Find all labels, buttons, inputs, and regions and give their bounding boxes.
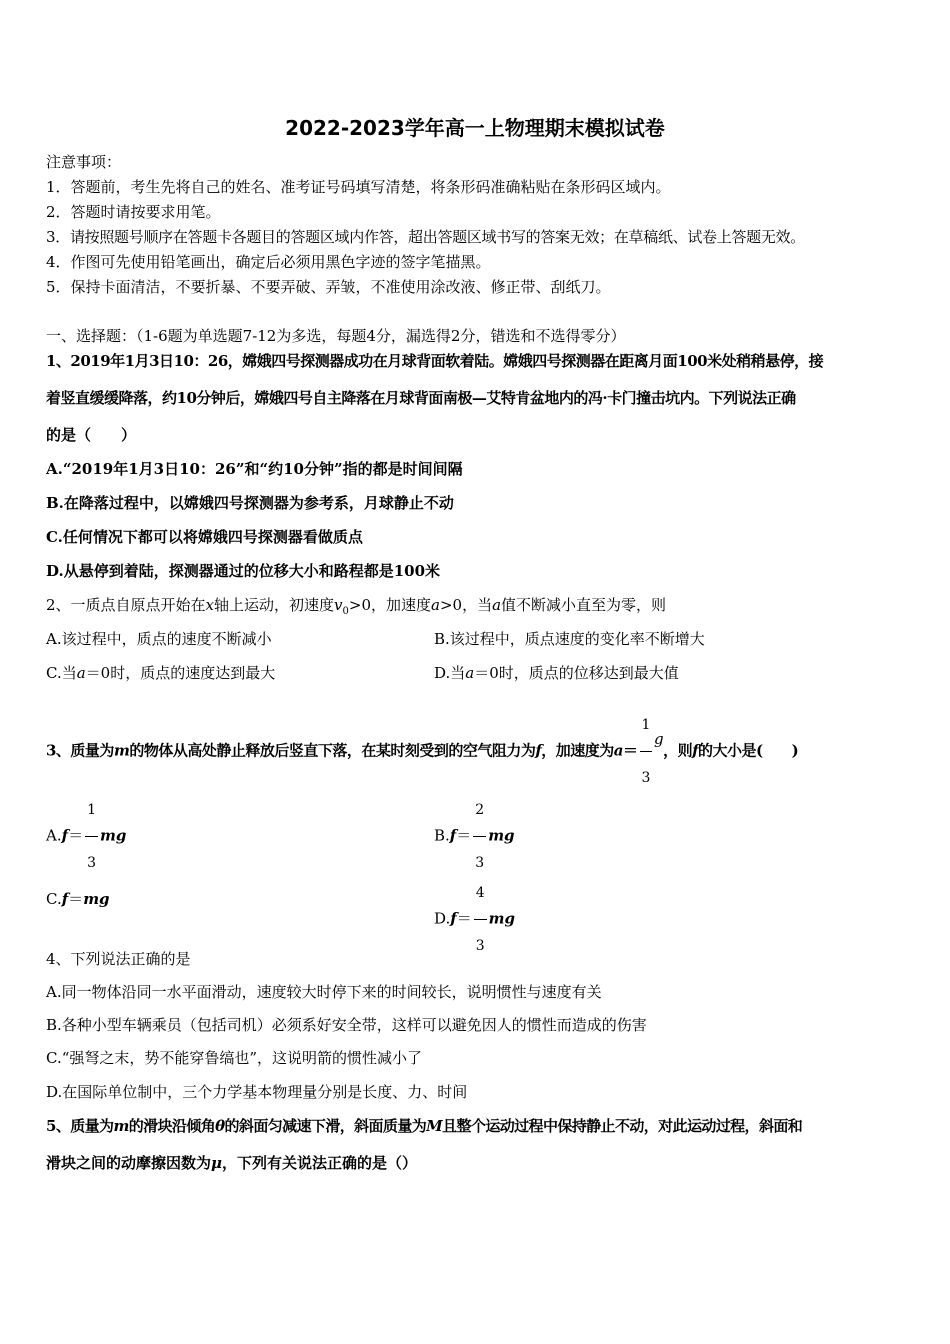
q5-var-mu: μ xyxy=(211,1154,222,1172)
q5-stem-text: 的滑块沿倾角 xyxy=(128,1117,216,1135)
q3-stem-text: ，则 xyxy=(663,741,693,760)
fraction-bar xyxy=(473,836,486,837)
q3-var-mg: mg xyxy=(488,909,516,928)
notice-item-5: 5．保持卡面清洁，不要折暴、不要弄破、弄皱，不准使用涂改液、修正带、刮纸刀。 xyxy=(46,278,611,296)
q3-var-m: m xyxy=(113,741,130,760)
fraction-bar xyxy=(85,836,98,837)
notice-item-1: 1．答题前，考生先将自己的姓名、准考证号码填写清楚，将条形码准确粘贴在条形码区域内。 xyxy=(46,178,671,196)
option-label: B. xyxy=(434,826,450,845)
q3-var-f: f xyxy=(61,826,69,845)
notice-item-4: 4．作图可先使用铅笔画出，确定后必须用黑色字迹的签字笔描黑。 xyxy=(46,253,491,271)
q1-stem-line-1: 1、2019年1月3日10：26，嫦娥四号探测器成功在月球背面软着陆。嫦娥四号探测器在距离月面100米处稍稍悬停，接 xyxy=(46,352,824,370)
q1-option-d: D.从悬停到着陆，探测器通过的位移大小和路程都是100米 xyxy=(46,562,441,580)
q3-var-a: a xyxy=(613,741,624,760)
q2-option-text: ＝0时，质点的速度达到最大 xyxy=(85,664,276,682)
fraction-denominator: 3 xyxy=(641,770,650,786)
q3-equals: ＝ xyxy=(68,890,84,908)
fraction-denominator: 3 xyxy=(87,855,96,871)
notice-heading: 注意事项： xyxy=(46,153,122,171)
q2-var-a: a xyxy=(431,596,440,614)
q2-option-d xyxy=(434,662,679,684)
q4-option-b: B.各种小型车辆乘员（包括司机）必须系好安全带，这样可以避免因人的惯性而造成的伤害 xyxy=(46,1016,647,1034)
q2-stem xyxy=(46,594,666,623)
q3-stem-text: 3、质量为 xyxy=(46,741,114,760)
q2-subscript: 0 xyxy=(342,606,349,617)
notice-item-2: 2．答题时请按要求用笔。 xyxy=(46,203,221,221)
q4-option-d: D.在国际单位制中，三个力学基本物理量分别是长度、力、时间 xyxy=(46,1083,468,1101)
q2-option-c xyxy=(46,662,275,684)
q3-option-fraction xyxy=(474,868,487,971)
q3-var-f: f xyxy=(535,741,542,760)
q2-stem-text: 值不断减小直至为零，则 xyxy=(501,596,667,614)
q3-stem-text: 的大小是( ) xyxy=(698,741,799,760)
q5-var-m: m xyxy=(113,1117,129,1135)
fraction-numerator: 4 xyxy=(475,885,485,901)
q3-fraction xyxy=(640,700,652,803)
q2-var-a: a xyxy=(76,664,86,682)
q3-var-f: f xyxy=(449,826,457,845)
fraction-bar xyxy=(474,919,487,920)
q5-stem-text: 5、质量为 xyxy=(46,1117,114,1135)
option-label: A. xyxy=(46,826,62,845)
fraction-denominator: 3 xyxy=(475,938,485,954)
q4-option-a: A.同一物体沿同一水平面滑动，速度较大时停下来的时间较长，说明惯性与速度有关 xyxy=(46,983,602,1001)
q5-stem-text: 滑块之间的动摩擦因数为 xyxy=(46,1154,212,1172)
option-label: C. xyxy=(46,890,62,908)
q3-option-fraction xyxy=(85,785,98,888)
q4-option-c: C.“强弩之末，势不能穿鲁缟也”，这说明箭的惯性减小了 xyxy=(46,1049,423,1067)
q5-stem-text: ，下列有关说法正确的是（） xyxy=(222,1154,418,1172)
q3-equals: ＝ xyxy=(456,909,472,928)
q3-stem xyxy=(46,700,798,803)
q3-stem-text: 的物体从高处静止释放后竖直下落，在某时刻受到的空气阻力为 xyxy=(129,741,536,760)
q2-var-a: a xyxy=(492,596,502,614)
q2-stem-text: 2、一质点自原点开始在 xyxy=(46,596,206,614)
fraction-numerator: 1 xyxy=(641,717,650,733)
q2-option-text: ＝0时，质点的位移达到最大值 xyxy=(474,664,679,682)
q3-option-c xyxy=(46,888,110,910)
q3-option-a xyxy=(46,785,126,888)
q1-stem-line-3: 的是（ ） xyxy=(46,426,137,444)
q3-var-f: f xyxy=(61,890,69,908)
q1-option-c: C.任何情况下都可以将嫦娥四号探测器看做质点 xyxy=(46,528,363,546)
q5-stem-line-2 xyxy=(46,1152,417,1174)
q4-stem: 4、下列说法正确的是 xyxy=(46,950,191,968)
q5-stem-text: 的斜面匀减速下滑，斜面质量为 xyxy=(224,1117,427,1135)
fraction-denominator: 3 xyxy=(475,855,485,871)
q5-stem-text: 且整个运动过程中保持静止不动，对此运动过程，斜面和 xyxy=(442,1117,803,1135)
notice-item-3: 3．请按照题号顺序在答题卡各题目的答题区域内作答，超出答题区域书写的答案无效；在草稿纸、试卷上答题无效。 xyxy=(46,228,805,246)
q3-var-mg: mg xyxy=(100,826,127,845)
q3-var-g: g xyxy=(653,729,664,748)
q3-var-f: f xyxy=(450,909,457,928)
section-heading: 一、选择题：（1-6题为单选题7-12为多选，每题4分，漏选得2分，错选和不选得零分） xyxy=(46,327,626,345)
fraction-numerator: 2 xyxy=(475,802,485,818)
q2-option-b: B.该过程中，质点速度的变化率不断增大 xyxy=(434,630,705,648)
q2-stem-text: >0，当 xyxy=(439,596,493,614)
q5-var-theta: θ xyxy=(215,1117,225,1135)
fraction-bar xyxy=(640,751,652,752)
q3-equals: ＝ xyxy=(623,741,638,760)
q1-option-a: A.“2019年1月3日10：26”和“约10分钟”指的都是时间间隔 xyxy=(46,460,463,478)
q3-equals: ＝ xyxy=(456,826,472,845)
q2-stem-text: 轴上运动，初速度 xyxy=(214,596,335,614)
q2-var-x: x xyxy=(205,596,215,614)
q3-option-d xyxy=(434,868,515,971)
q3-var-mg: mg xyxy=(83,890,110,908)
q2-stem-text: >0，加速度 xyxy=(348,596,432,614)
option-label: D. xyxy=(434,909,451,928)
q5-stem-line-1 xyxy=(46,1115,802,1137)
q2-option-a: A.该过程中，质点的速度不断减小 xyxy=(46,630,272,648)
q1-stem-line-2: 着竖直缓缓降落，约10分钟后，嫦娥四号自主降落在月球背面南极—艾特肯盆地内的冯·卡门撞击坑内。下列说法正确 xyxy=(46,389,796,407)
q2-option-text: C.当 xyxy=(46,664,77,682)
q3-stem-text: ，加速度为 xyxy=(541,741,614,760)
q3-equals: ＝ xyxy=(68,826,84,845)
q5-var-M: M xyxy=(426,1117,443,1135)
q3-var-f: f xyxy=(692,741,699,760)
q1-option-b: B.在降落过程中，以嫦娥四号探测器为参考系，月球静止不动 xyxy=(46,494,454,512)
q3-var-mg: mg xyxy=(488,826,515,845)
page-title: 2022-2023学年高一上物理期末模拟试卷 xyxy=(285,116,665,140)
q2-var-a: a xyxy=(465,664,475,682)
fraction-numerator: 1 xyxy=(87,802,96,818)
q2-var-v: v xyxy=(334,596,343,614)
q2-option-text: D.当 xyxy=(434,664,466,682)
